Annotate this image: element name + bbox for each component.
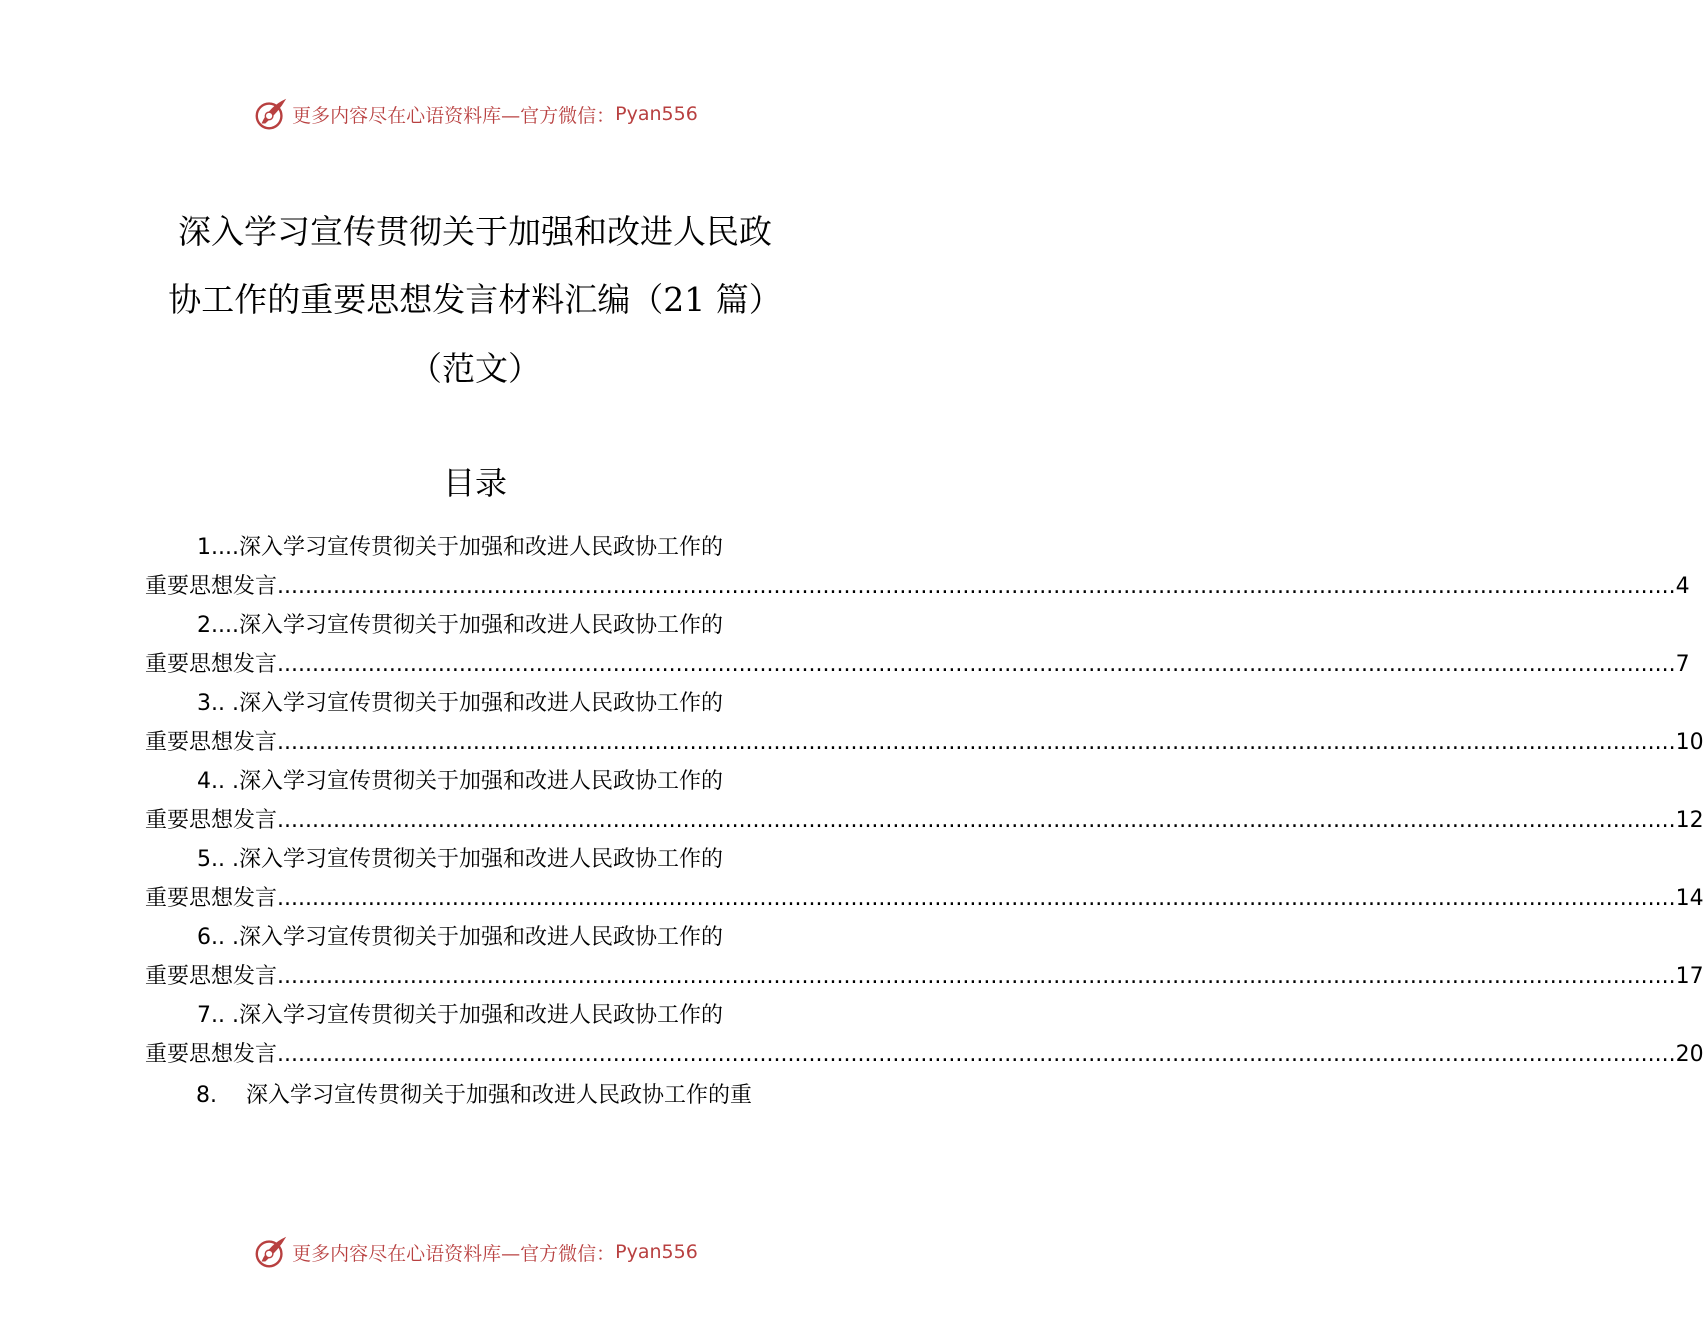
dot-leader: ........................................................................................................................................................................................................ bbox=[277, 808, 1676, 833]
toc-heading: 目录 bbox=[442, 464, 507, 502]
toc-page-number: 14 bbox=[1675, 886, 1704, 911]
toc-page-number: 4 bbox=[1675, 574, 1690, 599]
toc-entry-6[interactable] bbox=[145, 918, 1704, 996]
toc-entry-title-cont: 重要思想发言 bbox=[145, 808, 278, 833]
table-of-contents bbox=[145, 528, 1704, 1074]
dot-leader: ........................................................................................................................................................................................................ bbox=[277, 574, 1676, 599]
toc-page-number: 10 bbox=[1675, 730, 1704, 755]
dot-leader: ........................................................................................................................................................................................................ bbox=[277, 1042, 1676, 1067]
toc-entry-title: 深入学习宣传贯彻关于加强和改进人民政协工作的 bbox=[238, 535, 723, 560]
banner-text: 更多内容尽在心语资料库—官方微信： bbox=[292, 104, 616, 127]
toc-entry-prefix: 4.. . bbox=[197, 769, 239, 794]
toc-entry-title-cont: 重要思想发言 bbox=[145, 964, 278, 989]
toc-entry-title-cont: 重要思想发言 bbox=[145, 1042, 278, 1067]
toc-entry-prefix: 6.. . bbox=[197, 925, 239, 950]
banner-text: 更多内容尽在心语资料库—官方微信： bbox=[292, 1242, 616, 1265]
toc-page-number: 12 bbox=[1675, 808, 1704, 833]
toc-entry-prefix: 5.. . bbox=[197, 847, 239, 872]
toc-entry-title-cont: 重要思想发言 bbox=[145, 886, 278, 911]
dot-leader: ........................................................................................................................................................................................................ bbox=[277, 730, 1676, 755]
document-title-line-3: （范文） bbox=[409, 349, 541, 388]
toc-entry-title: 深入学习宣传贯彻关于加强和改进人民政协工作的重 bbox=[246, 1083, 753, 1108]
toc-entry-7[interactable] bbox=[145, 996, 1704, 1074]
dot-leader: ........................................................................................................................................................................................................ bbox=[277, 652, 1676, 677]
toc-entry-title: 深入学习宣传贯彻关于加强和改进人民政协工作的 bbox=[238, 691, 723, 716]
quill-logo-icon bbox=[252, 1233, 290, 1271]
toc-entry-prefix: 7.. . bbox=[197, 1003, 239, 1028]
footer-watermark-banner bbox=[0, 1233, 950, 1271]
toc-entry-prefix: 2.... bbox=[197, 613, 239, 638]
toc-entry-prefix: 3.. . bbox=[197, 691, 239, 716]
toc-entry-title: 深入学习宣传贯彻关于加强和改进人民政协工作的 bbox=[238, 1003, 723, 1028]
toc-entry-title-cont: 重要思想发言 bbox=[145, 652, 278, 677]
toc-entry-title-cont: 重要思想发言 bbox=[145, 574, 278, 599]
toc-entry-4[interactable] bbox=[145, 762, 1704, 840]
toc-page-number: 7 bbox=[1675, 652, 1690, 677]
toc-entry-5[interactable] bbox=[145, 840, 1704, 918]
dot-leader: ........................................................................................................................................................................................................ bbox=[277, 886, 1676, 911]
toc-entry-prefix: 8. bbox=[196, 1083, 217, 1108]
banner-wechat-id: Pyan556 bbox=[615, 103, 698, 125]
banner-wechat-id: Pyan556 bbox=[615, 1241, 698, 1263]
header-watermark-banner bbox=[0, 95, 950, 133]
toc-entry-2[interactable] bbox=[145, 606, 1690, 684]
toc-entry-3[interactable] bbox=[145, 684, 1704, 762]
toc-entry-title: 深入学习宣传贯彻关于加强和改进人民政协工作的 bbox=[238, 613, 723, 638]
toc-entry-1[interactable] bbox=[145, 528, 1690, 606]
toc-entry-title: 深入学习宣传贯彻关于加强和改进人民政协工作的 bbox=[238, 769, 723, 794]
quill-logo-icon bbox=[252, 95, 290, 133]
toc-entry-prefix: 1.... bbox=[197, 535, 239, 560]
document-title-line-1: 深入学习宣传贯彻关于加强和改进人民政 bbox=[178, 212, 772, 251]
dot-leader: ........................................................................................................................................................................................................ bbox=[277, 964, 1676, 989]
toc-entry-title: 深入学习宣传贯彻关于加强和改进人民政协工作的 bbox=[238, 847, 723, 872]
toc-entry-title-cont: 重要思想发言 bbox=[145, 730, 278, 755]
toc-page-number: 20 bbox=[1675, 1042, 1704, 1067]
toc-page-number: 17 bbox=[1675, 964, 1704, 989]
document-title-line-2: 协工作的重要思想发言材料汇编（21 篇） bbox=[168, 280, 782, 319]
toc-entry-title: 深入学习宣传贯彻关于加强和改进人民政协工作的 bbox=[238, 925, 723, 950]
toc-entry-8[interactable] bbox=[196, 1076, 752, 1115]
